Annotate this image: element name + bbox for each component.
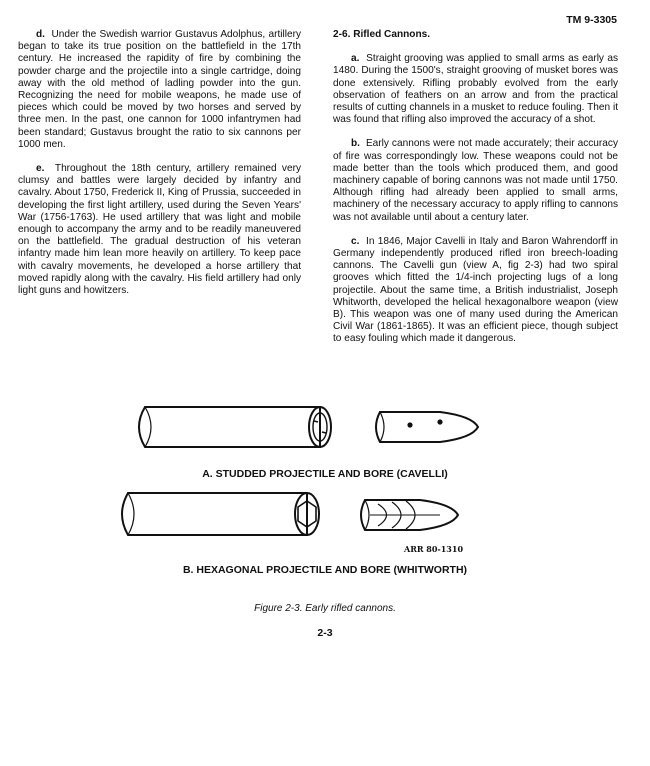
paragraph-e-lead: e.	[36, 163, 45, 175]
paragraph-c-lead: c.	[351, 235, 360, 247]
paragraph-b-text: Early cannons were not made accurately; their accuracy of fire was correspondingly low. These weapons could not be made better than the tools which produced them, and good machinery capable of boring cannons was not made until 1750. Although rifling had already been applied to small arms, machinery of the necessary accuracy to apply rifling to cannons was not available until about a century later.	[333, 138, 618, 223]
right-column	[333, 29, 618, 358]
cavelli-projectile-drawing	[376, 412, 478, 442]
section-heading: 2-6. Rifled Cannons.	[333, 29, 431, 40]
left-column	[18, 29, 301, 309]
paragraph-e	[18, 163, 301, 297]
page-number: 2-3	[317, 627, 333, 639]
paragraph-a-lead: a.	[351, 53, 360, 65]
whitworth-projectile-drawing	[361, 500, 458, 530]
paragraph-a	[333, 53, 618, 126]
paragraph-d	[18, 29, 301, 151]
paragraph-b-lead: b.	[351, 138, 360, 150]
paragraph-c	[333, 236, 618, 346]
cavelli-bore-drawing	[139, 407, 331, 447]
view-a-caption: A. STUDDED PROJECTILE AND BORE (CAVELLI)	[202, 468, 448, 480]
paragraph-d-text: Under the Swedish warrior Gustavus Adolphus, artillery began to take its true position on the battlefield in the 17th century. He increased the rapidity of fire by combining the powder charge and the projectile into a single cartridge, doing away with the old method of ladling powder into the gun. Recognizing the need for mobile weapons, he made use of pieces which could be moved by two horses and served by three men. In the past, one cannon for 1000 infantrymen had been standard; Gustavus brought the ratio to six cannons per 1000 men.	[18, 29, 301, 150]
paragraph-b	[333, 138, 618, 223]
whitworth-bore-drawing	[122, 493, 319, 535]
figure-illustration	[0, 380, 650, 620]
drawing-code: ARR 80-1310	[404, 544, 464, 554]
paragraph-d-lead: d.	[36, 29, 45, 40]
view-b-caption: B. HEXAGONAL PROJECTILE AND BORE (WHITWORTH)	[182, 564, 468, 576]
figure-title: Figure 2-3. Early rifled cannons.	[254, 603, 396, 614]
paragraph-a-text: Straight grooving was applied to small arms as early as 1480. During the 1500's, straight grooving of musket bores was done extensively. Rifling probably evolved from the early observation of feathers on an arrow and from the practical results of cutting channels in a musket to reduce fouling. Then it was found that rifling also improved the accuracy of a shot.	[333, 53, 619, 126]
paragraph-e-text: Throughout the 18th century, artillery remained very clumsy and battles were largely decided by infantry and cavalry. About 1750, Frederick II, King of Prussia, succeeded in developing the first light artillery, used during the Seven Years' War (1756-1763). He used artillery that was light and mobile enough to accompany the army and to be readily maneuvered on the battlefield. The gradual destruction of his veteran infantry made him lean more heavily on artillery. To keep pace with cavalry movements, he developed a horse artillery that moved rapidly along with the cavalry. His field artillery had only light guns and howitzers.	[18, 163, 301, 297]
document-id: TM 9-3305	[566, 14, 617, 26]
paragraph-c-text: In 1846, Major Cavelli in Italy and Baron Wahrendorff in Germany independently produced rifled iron breech-loading cannons. The Cavelli gun (view A, fig 2-3) had two spiral grooves which fitted the 1/4-inch projecting lugs of a long projectile. About the same time, a British industrialist, Joseph Whitworth, developed the helical hexagonalbore weapon (view B). This weapon was one of many used during the American Civil War (1861-1865). It was an efficient piece, though subject to easy fouling which made it dangerous.	[333, 235, 619, 345]
